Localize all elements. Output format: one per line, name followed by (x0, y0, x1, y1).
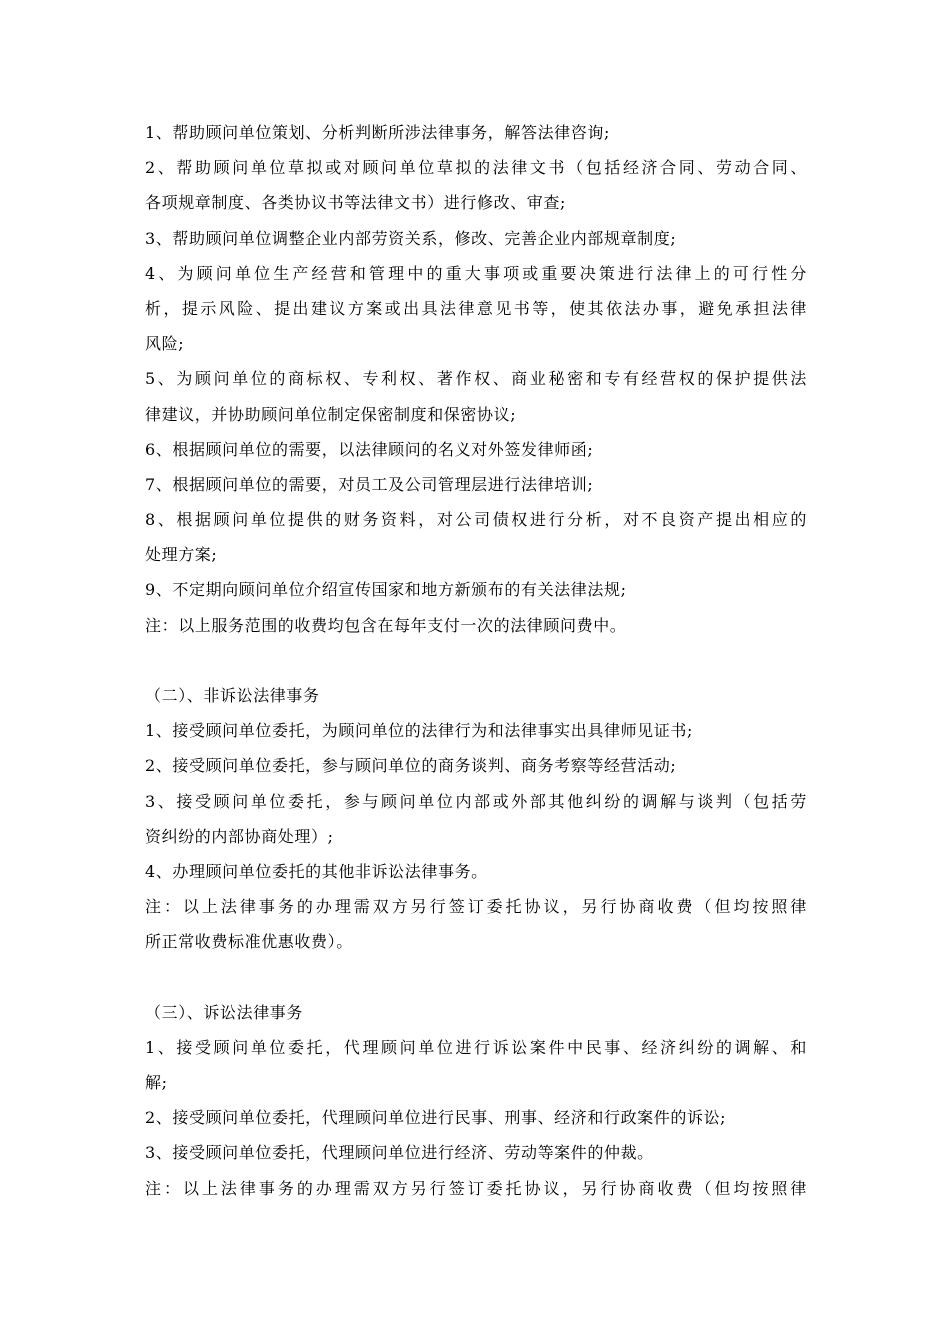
list-item: 3、接受顾问单位委托，参与顾问单位内部或外部其他纠纷的调解与谈判（包括劳 (145, 791, 807, 811)
list-item: 4、办理顾问单位委托的其他非诉讼法律事务。 (145, 861, 488, 881)
list-item: 2、接受顾问单位委托，参与顾问单位的商务谈判、商务考察等经营活动; (145, 756, 677, 776)
section-heading: （三）、诉讼法律事务 (145, 1002, 304, 1022)
list-item: 1、接受顾问单位委托，代理顾问单位进行诉讼案件中民事、经济纠纷的调解、和 (145, 1037, 807, 1057)
list-item: 8、根据顾问单位提供的财务资料，对公司债权进行分析，对不良资产提出相应的 (145, 510, 807, 530)
list-item: 各项规章制度、各类协议书等法律文书）进行修改、审查; (145, 193, 566, 213)
list-item: 7、根据顾问单位的需要，对员工及公司管理层进行法律培训; (145, 474, 594, 494)
list-item: 1、帮助顾问单位策划、分析判断所涉法律事务，解答法律咨询; (145, 123, 610, 142)
note: 所正常收费标准优惠收费）。 (145, 932, 353, 952)
note: 注：以上法律事务的办理需双方另行签订委托协议，另行协商收费（但均按照律 (145, 897, 807, 917)
list-item: 处理方案; (145, 545, 218, 565)
list-item: 析，提示风险、提出建议方案或出具法律意见书等，使其依法办事，避免承担法律 (145, 298, 807, 318)
section-heading: （二）、非诉讼法律事务 (145, 686, 320, 705)
note: 注：以上服务范围的收费均包含在每年支付一次的法律顾问费中。 (145, 615, 627, 635)
list-item: 风险; (145, 334, 185, 354)
list-item: 3、帮助顾问单位调整企业内部劳资关系，修改、完善企业内部规章制度; (145, 228, 677, 248)
list-item: 9、不定期向顾问单位介绍宣传国家和地方新颁布的有关法律法规; (145, 580, 627, 600)
document-page (145, 115, 807, 1206)
list-item: 2、帮助顾问单位草拟或对顾问单位草拟的法律文书（包括经济合同、劳动合同、 (145, 158, 807, 178)
list-item: 6、根据顾问单位的需要，以法律顾问的名义对外签发律师函; (145, 439, 594, 459)
list-item: 律建议，并协助顾问单位制定保密制度和保密协议; (145, 404, 517, 424)
list-item: 3、接受顾问单位委托，代理顾问单位进行经济、劳动等案件的仲裁。 (145, 1143, 654, 1163)
list-item: 2、接受顾问单位委托，代理顾问单位进行民事、刑事、经济和行政案件的诉讼; (145, 1108, 727, 1128)
note: 注：以上法律事务的办理需双方另行签订委托协议，另行协商收费（但均按照律 (145, 1178, 807, 1198)
list-item: 5、为顾问单位的商标权、专利权、著作权、商业秘密和专有经营权的保护提供法 (145, 369, 807, 389)
service-scope-list (145, 115, 807, 643)
list-item: 1、接受顾问单位委托，为顾问单位的法律行为和法律事实出具律师见证书; (145, 721, 693, 741)
list-item: 4、为顾问单位生产经营和管理中的重大事项或重要决策进行法律上的可行性分 (145, 263, 807, 283)
list-item: 解; (145, 1073, 168, 1093)
non-litigation-section (145, 678, 807, 960)
list-item: 资纠纷的内部协商处理）; (145, 826, 334, 846)
litigation-section (145, 995, 807, 1206)
